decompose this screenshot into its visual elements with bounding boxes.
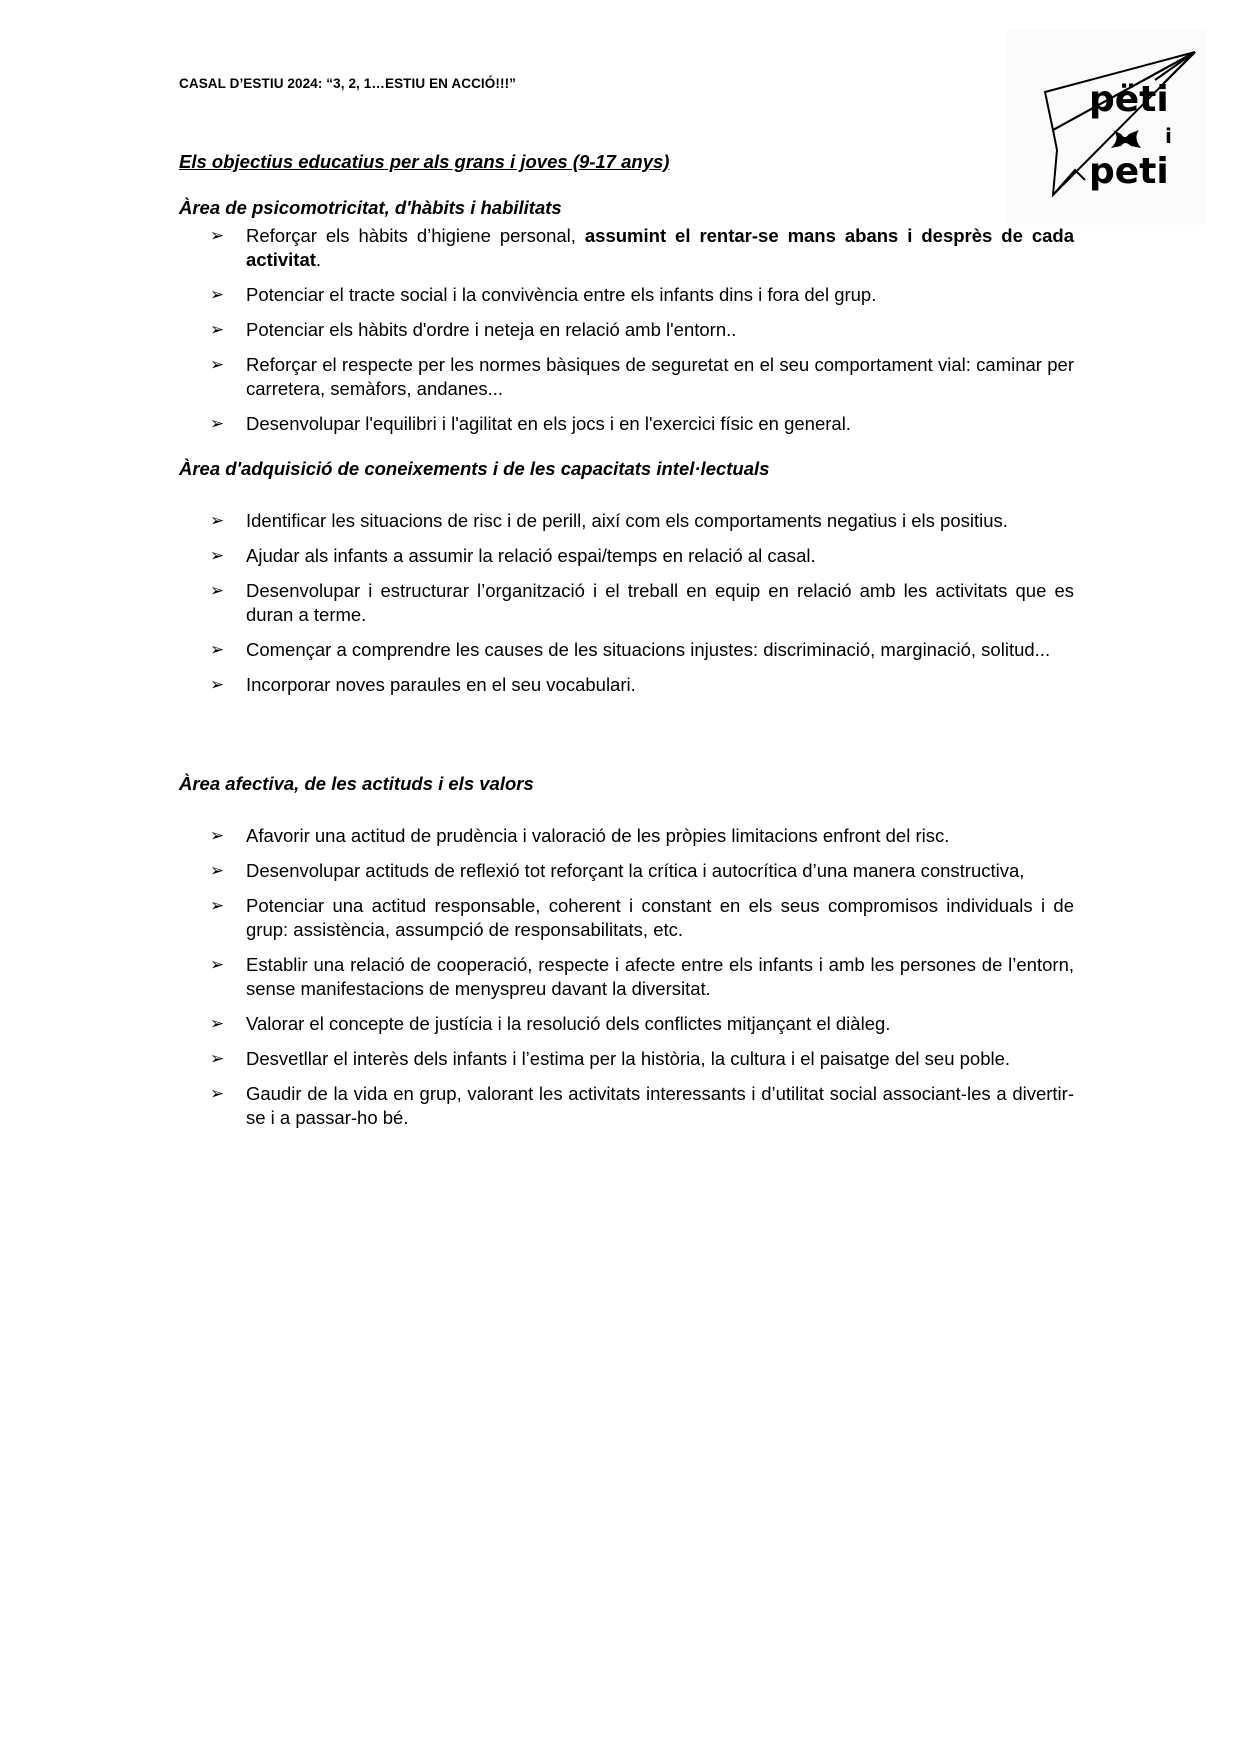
arrow-bullet-icon: ➢ (210, 511, 225, 530)
list-item: ➢ Potenciar una actitud responsable, coherent i constant en els seus compromisos individuals i de grup: assistència, assumpció de responsabilitats, etc. (210, 895, 1074, 940)
arrow-bullet-icon: ➢ (210, 1049, 225, 1068)
arrow-bullet-icon: ➢ (210, 546, 225, 565)
list-item: ➢ Identificar les situacions de risc i de perill, així com els comportaments negatius i els positius. (210, 510, 1008, 531)
arrow-bullet-icon: ➢ (210, 320, 225, 339)
arrow-bullet-icon: ➢ (210, 675, 225, 694)
arrow-bullet-icon: ➢ (210, 581, 225, 600)
list-item: ➢ Potenciar el tracte social i la convivència entre els infants dins i fora del grup. (210, 284, 877, 305)
arrow-bullet-icon: ➢ (210, 861, 225, 880)
arrow-bullet-icon: ➢ (210, 285, 225, 304)
arrow-bullet-icon: ➢ (210, 640, 225, 659)
arrow-bullet-icon: ➢ (210, 355, 225, 374)
arrow-bullet-icon: ➢ (210, 414, 225, 433)
objectives-list-psicomotricitat (179, 224, 1074, 436)
objectives-list-afectiva (179, 824, 1074, 1130)
logo-figure-icon (1111, 130, 1141, 148)
list-item: ➢ Començar a comprendre les causes de les situacions injustes: discriminació, marginació, solitud... (210, 639, 1051, 660)
arrow-bullet-icon: ➢ (210, 826, 225, 845)
list-item: ➢ Valorar el concepte de justícia i la resolució dels conflictes mitjançant el diàleg. (210, 1013, 891, 1034)
list-item: ➢ Desenvolupar actituds de reflexió tot reforçant la crítica i autocrítica d’una manera constructiva, (210, 860, 1025, 881)
list-item: ➢ Establir una relació de cooperació, respecte i afecte entre els infants i amb les persones de l’entorn, sense manifestacions de menyspreu davant la diversitat. (210, 954, 1074, 999)
list-item: ➢ Reforçar els hàbits d’higiene personal, assumint el rentar-se mans abans i desprès de cada activitat. (210, 225, 1074, 270)
section-title-coneixements: Àrea d'adquisició de coneixements i de les capacitats intel·lectuals (179, 458, 770, 479)
logo-text-top: pëti (1089, 79, 1169, 120)
arrow-bullet-icon: ➢ (210, 226, 225, 245)
list-item: ➢ Reforçar el respecte per les normes bàsiques de seguretat en el seu comportament vial: caminar per carretera, semàfors, andanes... (210, 354, 1074, 399)
list-item: ➢ Desenvolupar l'equilibri i l'agilitat en els jocs i en l'exercici físic en general. (210, 413, 851, 434)
section-title-psicomotricitat: Àrea de psicomotricitat, d'hàbits i habilitats (179, 197, 562, 218)
list-item: ➢ Gaudir de la vida en grup, valorant les activitats interessants i d’utilitat social associant-les a divertir-se i a passar-ho bé. (210, 1083, 1074, 1128)
list-item: ➢ Potenciar els hàbits d'ordre i neteja en relació amb l'entorn.. (210, 319, 737, 340)
objectives-list-coneixements (179, 509, 1074, 697)
arrow-bullet-icon: ➢ (210, 1084, 225, 1103)
arrow-bullet-icon: ➢ (210, 1014, 225, 1033)
logo-text-bottom: peti (1089, 151, 1169, 192)
section-title-afectiva: Àrea afectiva, de les actituds i els valors (179, 773, 534, 794)
list-item: ➢ Desenvolupar i estructurar l’organització i el treball en equip en relació amb les activitats que es duran a terme. (210, 580, 1074, 625)
list-item: ➢ Incorporar noves paraules en el seu vocabulari. (210, 674, 636, 695)
list-item: ➢ Ajudar als infants a assumir la relació espai/temps en relació al casal. (210, 545, 816, 566)
arrow-bullet-icon: ➢ (210, 955, 225, 974)
arrow-bullet-icon: ➢ (210, 896, 225, 915)
document-header-title: CASAL D’ESTIU 2024: “3, 2, 1…ESTIU EN ACCIÓ!!!” (179, 76, 517, 91)
document-title: Els objectius educatius per als grans i joves (9-17 anys) (179, 151, 670, 172)
logo-text-mid: i (1165, 124, 1172, 148)
list-item: ➢ Desvetllar el interès dels infants i l’estima per la història, la cultura i el paisatge del seu poble. (210, 1048, 1011, 1069)
list-item: ➢ Afavorir una actitud de prudència i valoració de les pròpies limitacions enfront del risc. (210, 825, 950, 846)
document-body (179, 150, 1074, 1141)
